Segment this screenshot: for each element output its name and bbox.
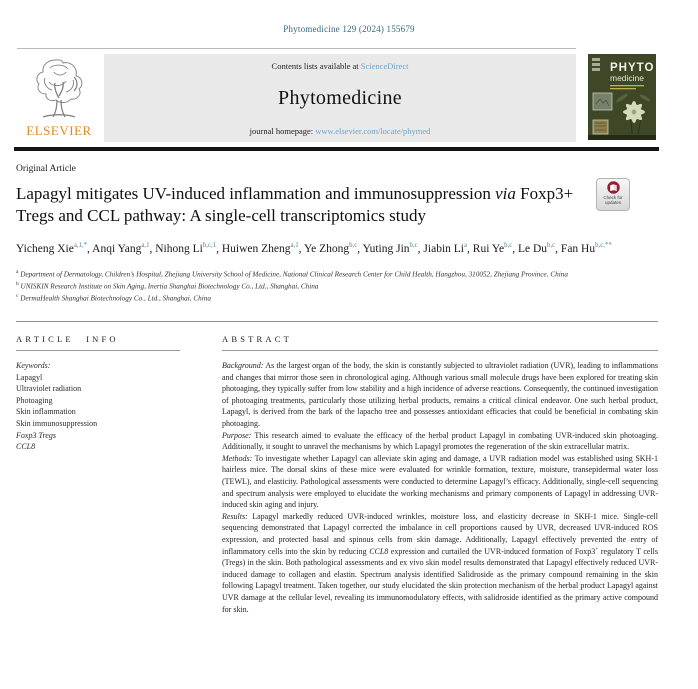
- article-title: [16, 183, 581, 228]
- abstract-paragraph-methods: Methods: To investigate whether Lapagyl can alleviate skin aging and damage, a UVR radiation model was established using SKH-1 hairless mice. The dorsal skins of these mice were evaluated for wrinkle formation, texture, moisture, transepidermal water loss (TEWL), and elasticity. Pathological assessments were conducted to determine Lapagyl’s efficacy. Additionally, single-cell sequencing and spectrum analysis were employed to elucidate the working mechanisms and primary components of Lapagyl in addressing UVR-induced skin aging and injury.: [222, 453, 658, 510]
- check-updates-badge[interactable]: [596, 178, 630, 211]
- journal-cover-thumbnail: [588, 54, 656, 142]
- author: Huiwen Zheng$^{a,1}$,: [221, 241, 304, 255]
- keyword: CCL8: [16, 442, 36, 452]
- elsevier-wordmark: ELSEVIER: [26, 123, 92, 138]
- keyword: Photoaging: [16, 395, 53, 405]
- abstract-text: [222, 360, 658, 615]
- title-segment: Foxp3+ Tregs and CCL pathway: A single-cell transcriptomics study: [16, 183, 574, 226]
- abstract-rule: [222, 350, 658, 351]
- check-updates-label: Check for updates: [603, 194, 623, 206]
- keyword: Skin immunosuppression: [16, 419, 98, 429]
- svg-text:PHYTO: PHYTO: [610, 62, 655, 74]
- header-top-divider: [17, 48, 576, 49]
- info-abstract-columns: [16, 334, 658, 615]
- article-info-column: [16, 334, 222, 615]
- affiliation-list: [16, 268, 658, 305]
- homepage-line: [104, 126, 576, 136]
- author: Yicheng Xie$^{a,1,*}$,: [16, 241, 93, 255]
- affiliation: $^a$ Department of Dermatology, Children’s Hospital, Zhejiang University School of Medicine, National Clinical Research Center for Child Health, Hangzhou, 310052, Zhejiang Province, China: [16, 268, 568, 278]
- affiliation: $^b$ UNISKIN Research Institute on Skin Aging, Inertia Shanghai Biotechnology Co., Ltd., Shanghai, China: [16, 280, 319, 291]
- journal-homepage-link[interactable]: www.elsevier.com/locate/phymed: [315, 126, 431, 136]
- author: Fan $Hu^{b,c,**}$: [560, 241, 612, 255]
- abstract-paragraph-purpose: Purpose: This research aimed to evaluate the efficacy of the herbal product Lapagyl in combating UVR-induced skin photoaging. Additionally, it sought to unravel the mechanisms by which Lapagyl promotes the regeneration of the skin extracellular matrix.: [222, 430, 658, 452]
- author: Jiabin Li$^a$,: [423, 241, 473, 255]
- keyword: Ultraviolet radiation: [16, 384, 82, 394]
- keyword: Lapagyl: [16, 372, 43, 382]
- section-divider: [16, 321, 658, 322]
- homepage-prefix: journal homepage:: [249, 126, 316, 136]
- abstract-paragraph-background: Background: As the largest organ of the body, the skin is constantly subjected to ultraviolet radiation (UVR), leading to inflammations and changes that mirror those seen in chronological aging. Although various small molecule drugs have been explored for treating skin photoaging, they typically suffer from low stability and a high incidence of adverse reactions. Consequently, the continued investigation of photoaging treatments, particularly those utilizing herbal products, remains a critical clinical endeavor. One such herbal product, Lapagyl, is derived from the bark of the lapacho tree and possesses antioxidant efficacies that could be beneficial in combating skin photoaging.: [222, 361, 658, 429]
- elsevier-logo: [14, 54, 104, 142]
- keyword: Skin inflammation: [16, 407, 76, 417]
- journal-header: [14, 54, 698, 142]
- author-list: [16, 241, 646, 259]
- article-info-heading: ARTICLE INFO: [16, 334, 119, 345]
- author: Rui Ye$^{b,c}$,: [472, 241, 518, 255]
- author: Le Du$^{b,c}$,: [517, 241, 561, 255]
- abstract-paragraph-results: Results: Lapagyl markedly reduced UVR-induced wrinkles, moisture loss, and elasticity decrease in SKH-1 mice. Single-cell sequencing demonstrated that Lapagyl corrected the imbalance in cell proportions caused by UVR, decreased UVR-induced ROS expression, and protected basal and spinous cells from skin damage. Additionally, Lapagyl effectively prevented the entry of inflammatory cells into the skin by reducing CCL8 expression and curtailed the UVR-induced formation of Foxp3+ regulatory T cells (Tregs) in the skin. Both pathological assessments and ex vivo skin model results demonstrated that Lapagyl effectively reduced UVR-induced damage to collagen and elastin. Spectrum analysis identified Salidroside as the primary compound remaining in the skin following Lapagyl treatment. Taken together, our study elucidated the skin protection mechanism of the herbal product Lapagyl against UVR damage at the cellular level, revealing its immunomodulatory effects, with salidroside identified as the primary active compound for skin.: [222, 511, 659, 614]
- article-type-label: Original Article: [16, 163, 76, 174]
- crossmark-icon: [607, 181, 620, 194]
- abstract-column: [222, 334, 658, 615]
- article-info-rule: [16, 350, 180, 351]
- header-bottom-rule: [14, 147, 659, 151]
- abstract-heading: ABSTRACT: [222, 334, 292, 345]
- journal-masthead: [104, 54, 576, 142]
- sciencedirect-link[interactable]: ScienceDirect: [360, 61, 409, 71]
- author: Ye Zhong$^{b,c}$,: [303, 241, 363, 255]
- journal-cover-art: [588, 54, 656, 140]
- author: Nihong Li$^{b,c,1}$,: [155, 241, 222, 255]
- journal-name: Phytomedicine: [278, 87, 402, 109]
- contents-line-prefix: Contents lists available at: [271, 61, 361, 71]
- keyword: Foxp3 Tregs: [16, 430, 56, 440]
- author: Yuting Jin$^{b,c}$,: [362, 241, 424, 255]
- elsevier-tree-icon: [30, 56, 88, 122]
- affiliation: $^c$ DermaHealth Shanghai Biotechnology Co., Ltd., Shanghai, China: [16, 292, 211, 303]
- article-body: [16, 164, 658, 616]
- svg-text:medicine: medicine: [610, 73, 645, 83]
- title-segment-italic: via: [495, 183, 516, 203]
- title-segment: Lapagyl mitigates UV-induced inflammation and immunosuppression: [16, 183, 496, 203]
- citation-header: Phytomedicine 129 (2024) 155679: [283, 24, 415, 34]
- contents-line: [104, 61, 576, 71]
- keywords-label: Keywords:: [16, 361, 51, 371]
- author: Anqi Yang$^{a,1}$,: [92, 241, 156, 255]
